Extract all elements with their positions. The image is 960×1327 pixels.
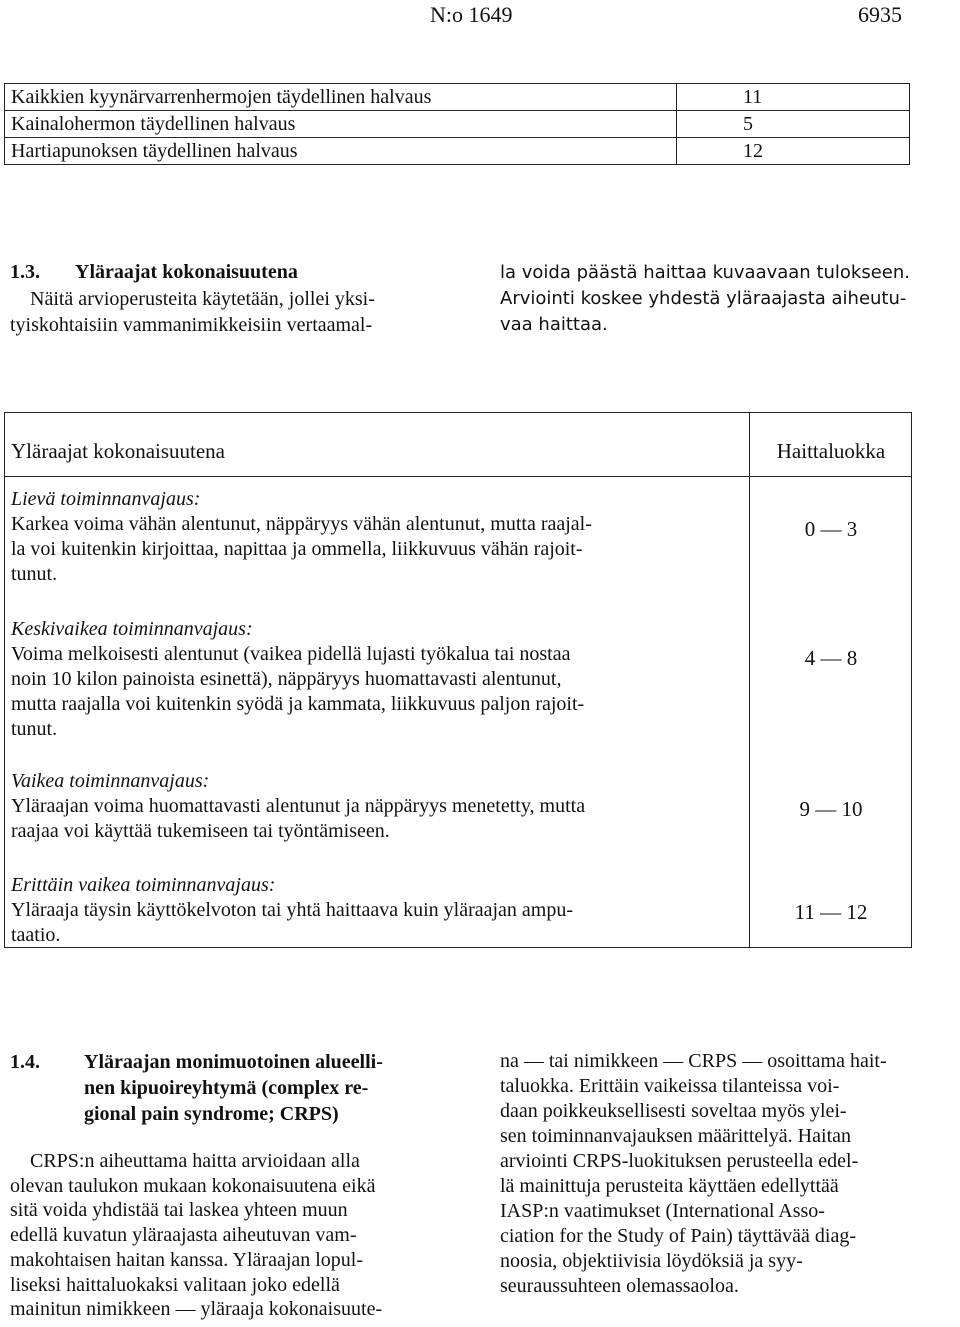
page-number-left: N:o 1649 <box>430 2 513 27</box>
text-line: la voida päästä haittaa kuvaavaan tulokseen. <box>500 262 911 283</box>
section-14-heading <box>10 1049 472 1127</box>
text-line: Arviointi koskee yhdestä yläraajasta aiheutu- <box>500 288 907 309</box>
heading-line: nen kipuoireyhtymä (complex re- <box>84 1077 369 1099</box>
table-row <box>11 873 737 948</box>
text-line: Yläraajan voima huomattavasti alentunut ja näppäryys menetetty, mutta <box>11 795 586 817</box>
table-row <box>11 487 737 587</box>
table-cell-value: 11 <box>677 84 910 111</box>
table-header-left: Yläraajat kokonaisuutena <box>11 439 225 463</box>
table-cell-label: Kaikkien kyynärvarrenhermojen täydellinen halvaus <box>5 84 677 111</box>
text-line: edellä kuvatun yläraajasta aiheutuvan vam- <box>10 1224 357 1247</box>
text-line: taluokka. Erittäin vaikeissa tilanteissa voi- <box>500 1075 840 1097</box>
table-row <box>11 617 737 742</box>
section-13-left-text <box>10 286 472 338</box>
heading-line: gional pain syndrome; CRPS) <box>84 1103 339 1125</box>
table-cell-value: 5 <box>677 111 910 138</box>
text-line: olevan taulukon mukaan kokonaisuutena eikä <box>10 1174 376 1197</box>
section-13-heading <box>10 259 298 285</box>
text-line: CRPS:n aiheuttama haitta arvioidaan alla <box>30 1150 360 1172</box>
table-row <box>5 84 910 111</box>
row-heading: Keskivaikea toiminnanvajaus: <box>11 618 253 640</box>
class-range: 11 — 12 <box>794 900 868 924</box>
row-heading: Lievä toiminnanvajaus: <box>11 488 201 510</box>
table-row <box>5 138 910 165</box>
text-line: sen toiminnanvajauksen määrittelyä. Haitan <box>500 1125 851 1147</box>
impairment-class-table <box>4 412 912 948</box>
text-line: liseksi haittaluokaksi valitaan joko edellä <box>10 1273 340 1296</box>
text-line: na — tai nimikkeen — CRPS — osoittama hait- <box>500 1050 887 1072</box>
text-line: mainitun nimikkeen — yläraaja kokonaisuute- <box>10 1298 383 1321</box>
text-line: Näitä arvioperusteita käytetään, jollei yksi- <box>30 288 375 310</box>
section-14-left-text <box>10 1149 468 1322</box>
table-header-divider <box>5 476 911 477</box>
section-14-number: 1.4. <box>10 1051 40 1073</box>
heading-line: Yläraajan monimuotoinen alueelli- <box>84 1051 383 1073</box>
section-13-number: 1.3. <box>10 261 40 283</box>
text-line: IASP:n vaatimukset (International Asso- <box>500 1200 825 1222</box>
table-row <box>5 111 910 138</box>
text-line: mutta raajalla voi kuitenkin syödä ja kammata, liikkuvuus paljon rajoit- <box>11 693 585 715</box>
table-row <box>11 769 737 844</box>
table-cell-label: Hartiapunoksen täydellinen halvaus <box>11 140 298 162</box>
text-line: daan poikkeuksellisesti soveltaa myös ylei- <box>500 1100 847 1122</box>
text-line: tunut. <box>11 563 58 585</box>
section-13-right-text <box>500 260 952 338</box>
row-heading: Erittäin vaikea toiminnanvajaus: <box>11 874 276 896</box>
text-line: lä mainittuja perusteita käyttäen edellyttää <box>500 1175 839 1197</box>
page-number-right: 6935 <box>858 2 902 27</box>
table-header-right: Haittaluokka <box>776 439 886 463</box>
section-13-title: Yläraajat kokonaisuutena <box>75 261 298 283</box>
text-line: tunut. <box>11 718 58 740</box>
table-column-divider <box>749 413 750 947</box>
class-range: 4 — 8 <box>804 646 858 670</box>
class-range: 9 — 10 <box>799 797 863 821</box>
text-line: vaa haittaa. <box>500 314 608 335</box>
text-line: sitä voida yhdistää tai laskea yhteen muun <box>10 1199 348 1222</box>
text-line: arviointi CRPS-luokituksen perusteella edel- <box>500 1150 859 1172</box>
text-line: la voi kuitenkin kirjoittaa, napittaa ja ommella, liikkuvuus vähän rajoit- <box>11 538 583 560</box>
text-line: Karkea voima vähän alentunut, näppäryys vähän alentunut, mutta raajal- <box>11 513 592 535</box>
text-line: raajaa voi käyttää tukemiseen tai työntämiseen. <box>11 820 390 842</box>
text-line: taatio. <box>11 924 61 946</box>
text-line: tyiskohtaisiin vammanimikkeisiin vertaamal- <box>10 314 373 336</box>
table-cell-value: 12 <box>677 138 910 165</box>
table-cell-label: Kainalohermon täydellinen halvaus <box>5 111 677 138</box>
row-heading: Vaikea toiminnanvajaus: <box>11 770 210 792</box>
text-line: seuraussuhteen olemassaoloa. <box>500 1275 739 1297</box>
text-line: noin 10 kilon painoista esinettä), näppäryys huomattavasti alentunut, <box>11 668 562 690</box>
class-range: 0 — 3 <box>804 517 858 541</box>
section-14-right-text <box>500 1049 956 1299</box>
text-line: Yläraaja täysin käyttökelvoton tai yhtä haittaava kuin yläraajan ampu- <box>11 899 574 921</box>
text-line: ciation for the Study of Pain) täyttävää diag- <box>500 1225 857 1247</box>
paralysis-table <box>4 83 910 165</box>
text-line: noosia, objektiivisia löydöksiä ja syy- <box>500 1250 803 1272</box>
text-line: Voima melkoisesti alentunut (vaikea pidellä lujasti työkalua tai nostaa <box>11 643 571 665</box>
text-line: makohtaisen haitan kanssa. Yläraajan lopul- <box>10 1248 364 1271</box>
